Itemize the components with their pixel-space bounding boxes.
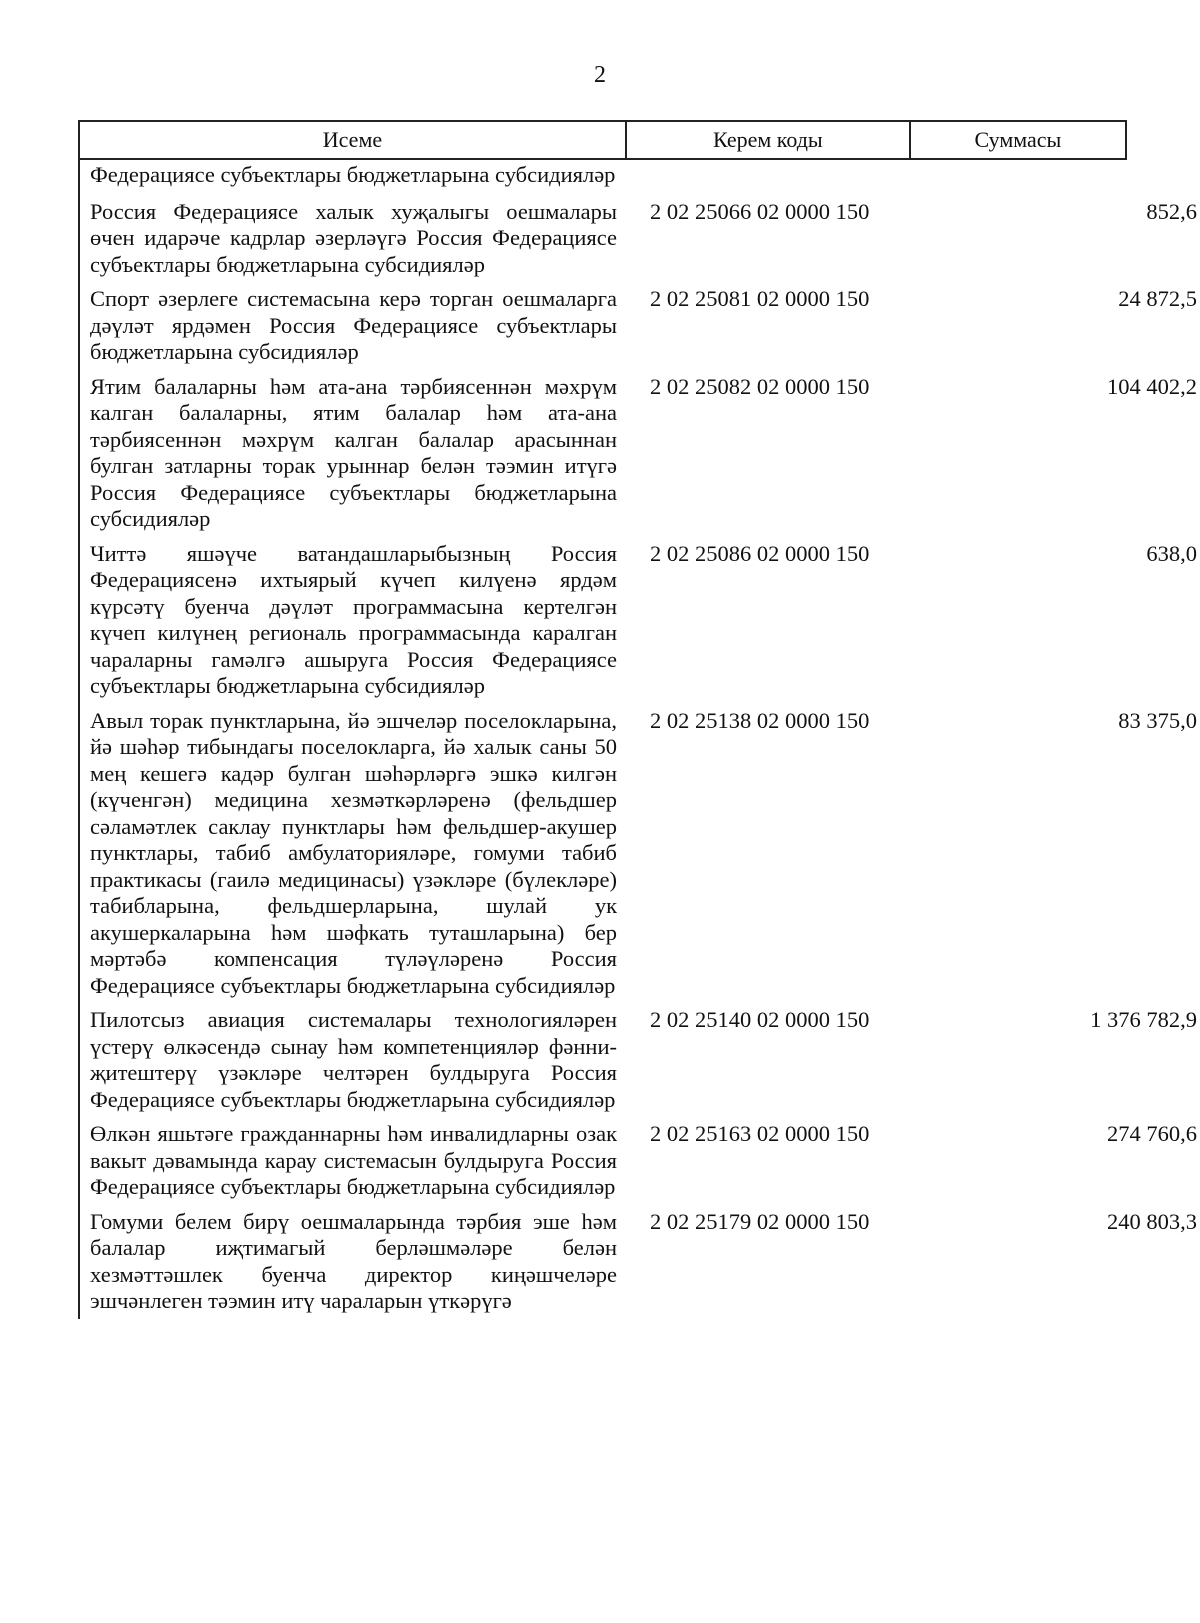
row-name: Өлкән яшьтәге гражданнарны һәм инвалидларны озак вакыт дәвамында карау системасын булдыруга Россия Федерациясе субъектлары бюджетларына субсидияләр xyxy=(90,1121,617,1199)
row-code: 2 02 25179 02 0000 150 xyxy=(650,1208,870,1234)
row-sum: 852,6 xyxy=(1146,198,1197,224)
table-row xyxy=(80,1117,1197,1205)
header-sum: Суммасы xyxy=(974,127,1062,152)
row-code: 2 02 25140 02 0000 150 xyxy=(650,1007,870,1032)
row-name: Гомуми белем бирү оешмаларында тәрбия эше һәм балалар иҗтимагый берләшмәләре белән хезмәттәшлек буенча директор киңәшчеләре эшчәнлеген тәэмин итү чараларын үткәрүгә xyxy=(90,1208,617,1313)
row-name: Пилотсыз авиация системалары технологияләрен үстерү өлкәсендә сынау һәм компетенцияләр фәнни-җитештерү үзәкләре челтәрен булдыруга Россия Федерациясе субъектлары бюджетларына субсидияләр xyxy=(90,1007,617,1112)
table-row xyxy=(80,537,1197,704)
budget-table xyxy=(78,120,1197,1319)
row-name: Читтә яшәүче ватандашларыбызның Россия Федерациясенә ихтыярый күчеп килүенә ярдәм күрсәтү буенча дәүләт программасына кертелгән күчеп килүнең региональ программасында каралган чараларны гамәлгә ашыруга Россия Федерациясе субъектлары бюджетларына субсидияләр xyxy=(90,540,617,698)
row-sum: 83 375,0 xyxy=(1118,707,1197,733)
row-name: Россия Федерациясе халык хуҗалыгы оешмалары өчен идарәче кадрлар әзерләүгә Россия Федерациясе субъектлары бюджетларына субсидияләр xyxy=(90,198,617,277)
row-code: 2 02 25081 02 0000 150 xyxy=(650,286,870,311)
header-code: Керем коды xyxy=(627,122,911,158)
table-row xyxy=(80,1205,1197,1319)
row-name: Спорт әзерлеге системасына керә торган оешмаларга дәүләт ярдәмен Россия Федерациясе субъектлары бюджетларына субсидияләр xyxy=(90,286,617,364)
row-code: 2 02 25086 02 0000 150 xyxy=(650,540,870,566)
table-row xyxy=(80,193,1197,283)
table-row xyxy=(80,704,1197,1004)
row-name: Ятим балаларны һәм ата-ана тәрбиясеннән мәхрүм калган балаларны, ятим балалар һәм ата-ана тәрбиясеннән мәхрүм калган балалар арасыннан булган затларны торак урыннар белән тәэмин итүгә Россия Федерациясе субъектлары бюджетларына субсидияләр xyxy=(90,373,617,531)
row-sum: 638,0 xyxy=(1146,540,1197,566)
row-code: 2 02 25082 02 0000 150 xyxy=(650,373,870,399)
table-body xyxy=(78,160,1197,1319)
header-name: Исеме xyxy=(80,122,627,158)
row-sum: 104 402,2 xyxy=(1107,373,1197,399)
row-name: Федерациясе субъектлары бюджетларына субсидияләр xyxy=(90,162,616,187)
row-code: 2 02 25163 02 0000 150 xyxy=(650,1121,870,1146)
table-row xyxy=(80,1003,1197,1117)
row-sum: 24 872,5 xyxy=(1118,286,1197,311)
table-header xyxy=(78,120,1127,160)
table-row xyxy=(80,370,1197,537)
row-code: 2 02 25066 02 0000 150 xyxy=(650,198,870,224)
row-name: Авыл торак пунктларына, йә эшчеләр поселокларына, йә шәһәр тибындагы поселокларга, йә халык саны 50 мең кешегә кадәр булган шәһәрләргә эшкә килгән (күченгән) медицина хезмәткәрләренә (фельдшер сәламәтлек саклау пунктлары һәм фельдшер-акушер пунктлары, табиб амбулаторияләре, гомуми табиб практикасы (гаилә медицинасы) үзәкләре (бүлекләре) табибларына, фельдшерларына, шулай ук акушеркаларына һәм шәфкать туташларына) бер мәртәбә компенсация түләүләренә Россия Федерациясе субъектлары бюджетларына субсидияләр xyxy=(90,707,617,998)
row-sum: 274 760,6 xyxy=(1107,1121,1197,1146)
page-number: 2 xyxy=(594,62,606,88)
table-row xyxy=(80,160,627,193)
row-sum: 1 376 782,9 xyxy=(1090,1007,1197,1032)
row-sum: 240 803,3 xyxy=(1107,1208,1197,1234)
table-row xyxy=(80,282,1197,370)
row-code: 2 02 25138 02 0000 150 xyxy=(650,707,870,733)
